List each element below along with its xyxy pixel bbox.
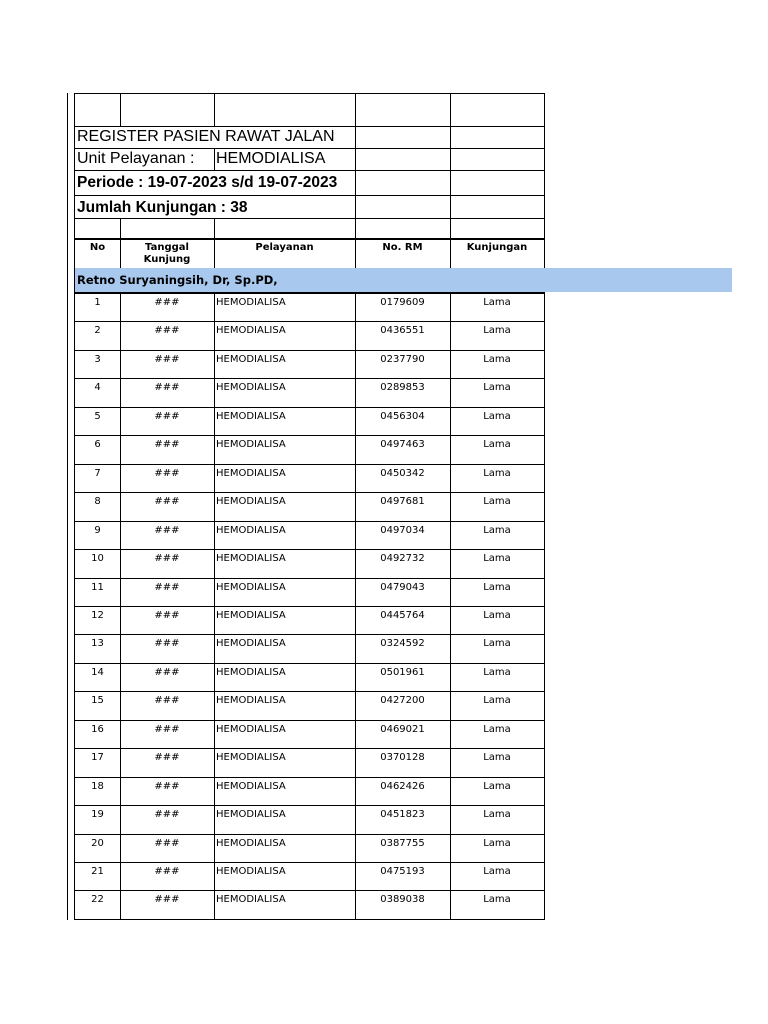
row-no: 18: [91, 780, 104, 792]
row-service: HEMODIALISA: [216, 752, 286, 764]
grid-line: [214, 93, 215, 126]
row-no: 19: [91, 809, 104, 821]
grid-line: [75, 464, 545, 465]
grid-line: [75, 195, 545, 196]
row-date: ###: [154, 638, 180, 650]
grid-line: [75, 691, 545, 692]
grid-line: [75, 93, 545, 94]
row-visit: Lama: [483, 809, 511, 821]
row-date: ###: [154, 780, 180, 792]
report-title: REGISTER PASIEN RAWAT JALAN: [77, 128, 335, 145]
grid-line: [75, 634, 545, 635]
grid-line: [450, 293, 451, 919]
row-date: ###: [154, 723, 180, 735]
row-date: ###: [154, 325, 180, 337]
grid-line: [544, 293, 545, 919]
row-service: HEMODIALISA: [216, 894, 286, 906]
doctor-group-row: Retno Suryaningsih, Dr, Sp.PD,: [75, 268, 732, 292]
row-no: 5: [94, 410, 101, 422]
row-visit: Lama: [483, 353, 511, 365]
row-date: ###: [154, 524, 180, 536]
row-visit: Lama: [483, 467, 511, 479]
header-no-rm: No. RM: [382, 242, 423, 253]
row-no: 2: [94, 325, 101, 337]
row-date: ###: [154, 695, 180, 707]
row-date: ###: [154, 809, 180, 821]
row-no: 10: [91, 553, 104, 565]
row-rm: 0469021: [380, 723, 425, 735]
row-service: HEMODIALISA: [216, 410, 286, 422]
grid-line: [75, 549, 545, 550]
grid-line: [75, 862, 545, 863]
row-rm: 0479043: [380, 581, 425, 593]
row-date: ###: [154, 410, 180, 422]
row-service: HEMODIALISA: [216, 866, 286, 877]
row-visit: Lama: [483, 325, 511, 337]
row-rm: 0451823: [380, 809, 425, 821]
row-date: ###: [154, 866, 180, 877]
row-visit: Lama: [483, 581, 511, 593]
row-rm: 0427200: [380, 695, 425, 707]
row-visit: Lama: [483, 524, 511, 536]
row-date: ###: [154, 666, 180, 678]
grid-line: [75, 521, 545, 522]
row-visit: Lama: [483, 752, 511, 764]
row-service: HEMODIALISA: [216, 723, 286, 735]
row-visit: Lama: [483, 410, 511, 422]
grid-line: [75, 170, 545, 171]
row-date: ###: [154, 609, 180, 621]
row-service: HEMODIALISA: [216, 666, 286, 678]
unit-value: HEMODIALISA: [216, 150, 326, 167]
row-no: 1: [94, 297, 101, 308]
row-visit: Lama: [483, 695, 511, 707]
row-no: 20: [91, 837, 104, 849]
grid-line: [75, 148, 545, 149]
grid-line: [75, 218, 545, 219]
row-visit: Lama: [483, 894, 511, 906]
grid-line: [75, 578, 545, 579]
grid-line: [75, 239, 545, 240]
row-rm: 0436551: [380, 325, 425, 337]
row-rm: 0475193: [380, 866, 425, 877]
row-service: HEMODIALISA: [216, 695, 286, 707]
total-visits: Jumlah Kunjungan : 38: [77, 199, 248, 216]
row-service: HEMODIALISA: [216, 638, 286, 650]
row-date: ###: [154, 467, 180, 479]
row-rm: 0445764: [380, 609, 425, 621]
row-rm: 0179609: [380, 297, 425, 308]
grid-line: [75, 890, 545, 891]
grid-line: [75, 606, 545, 607]
row-visit: Lama: [483, 553, 511, 565]
row-date: ###: [154, 581, 180, 593]
row-date: ###: [154, 894, 180, 906]
row-visit: Lama: [483, 723, 511, 735]
row-rm: 0387755: [380, 837, 425, 849]
row-service: HEMODIALISA: [216, 496, 286, 508]
row-rm: 0497681: [380, 496, 425, 508]
row-date: ###: [154, 837, 180, 849]
row-visit: Lama: [483, 866, 511, 877]
row-date: ###: [154, 382, 180, 394]
row-rm: 0462426: [380, 780, 425, 792]
row-date: ###: [154, 553, 180, 565]
row-visit: Lama: [483, 638, 511, 650]
grid-line: [75, 805, 545, 806]
row-no: 17: [91, 752, 104, 764]
row-rm: 0450342: [380, 467, 425, 479]
row-visit: Lama: [483, 496, 511, 508]
row-no: 22: [91, 894, 104, 906]
row-date: ###: [154, 353, 180, 365]
header-no: No: [89, 242, 106, 253]
row-no: 9: [94, 524, 101, 536]
row-visit: Lama: [483, 837, 511, 849]
row-no: 3: [94, 353, 101, 365]
grid-line: [75, 720, 545, 721]
row-visit: Lama: [483, 780, 511, 792]
row-no: 14: [91, 666, 104, 678]
row-no: 11: [91, 581, 104, 593]
row-no: 16: [91, 723, 104, 735]
grid-line: [75, 126, 545, 127]
row-service: HEMODIALISA: [216, 382, 286, 394]
grid-line: [75, 435, 545, 436]
grid-line: [214, 293, 215, 919]
grid-line: [75, 777, 545, 778]
row-no: 6: [94, 439, 101, 451]
grid-line: [75, 492, 545, 493]
row-no: 21: [91, 866, 104, 877]
grid-line: [544, 93, 545, 268]
grid-line: [75, 293, 545, 294]
period-text: Periode : 19-07-2023 s/d 19-07-2023: [77, 174, 338, 191]
row-rm: 0501961: [380, 666, 425, 678]
row-no: 12: [91, 609, 104, 621]
row-service: HEMODIALISA: [216, 325, 286, 337]
row-service: HEMODIALISA: [216, 609, 286, 621]
grid-line: [75, 919, 545, 920]
row-service: HEMODIALISA: [216, 780, 286, 792]
row-no: 7: [94, 467, 101, 479]
grid-line: [214, 148, 215, 170]
row-service: HEMODIALISA: [216, 553, 286, 565]
grid-line: [120, 293, 121, 919]
row-date: ###: [154, 752, 180, 764]
row-no: 13: [91, 638, 104, 650]
row-rm: 0389038: [380, 894, 425, 906]
row-rm: 0456304: [380, 410, 425, 422]
row-rm: 0370128: [380, 752, 425, 764]
row-rm: 0237790: [380, 353, 425, 365]
row-rm: 0289853: [380, 382, 425, 394]
row-date: ###: [154, 496, 180, 508]
grid-line: [75, 663, 545, 664]
row-no: 4: [94, 382, 101, 394]
grid-line: [75, 748, 545, 749]
grid-line: [75, 407, 545, 408]
grid-line: [120, 93, 121, 126]
grid-line: [75, 321, 545, 322]
row-visit: Lama: [483, 382, 511, 394]
row-visit: Lama: [483, 297, 511, 308]
row-rm: 0497034: [380, 524, 425, 536]
grid-line: [75, 350, 545, 351]
row-service: HEMODIALISA: [216, 439, 286, 451]
row-rm: 0492732: [380, 553, 425, 565]
sheet-left-margin: [67, 93, 75, 920]
row-service: HEMODIALISA: [216, 809, 286, 821]
row-rm: 0497463: [380, 439, 425, 451]
row-date: ###: [154, 439, 180, 451]
row-service: HEMODIALISA: [216, 524, 286, 536]
grid-line: [355, 293, 356, 919]
grid-line: [75, 834, 545, 835]
header-tanggal-kunjung: Tanggal Kunjung: [143, 242, 191, 265]
row-service: HEMODIALISA: [216, 467, 286, 479]
row-no: 8: [94, 496, 101, 508]
row-rm: 0324592: [380, 638, 425, 650]
row-service: HEMODIALISA: [216, 581, 286, 593]
header-pelayanan: Pelayanan: [255, 242, 314, 253]
row-visit: Lama: [483, 439, 511, 451]
row-visit: Lama: [483, 609, 511, 621]
unit-label: Unit Pelayanan :: [77, 150, 195, 167]
row-service: HEMODIALISA: [216, 297, 286, 308]
grid-line: [75, 378, 545, 379]
row-date: ###: [154, 297, 180, 308]
header-kunjungan: Kunjungan: [466, 242, 528, 253]
row-service: HEMODIALISA: [216, 353, 286, 365]
row-service: HEMODIALISA: [216, 837, 286, 849]
row-no: 15: [91, 695, 104, 707]
row-visit: Lama: [483, 666, 511, 678]
